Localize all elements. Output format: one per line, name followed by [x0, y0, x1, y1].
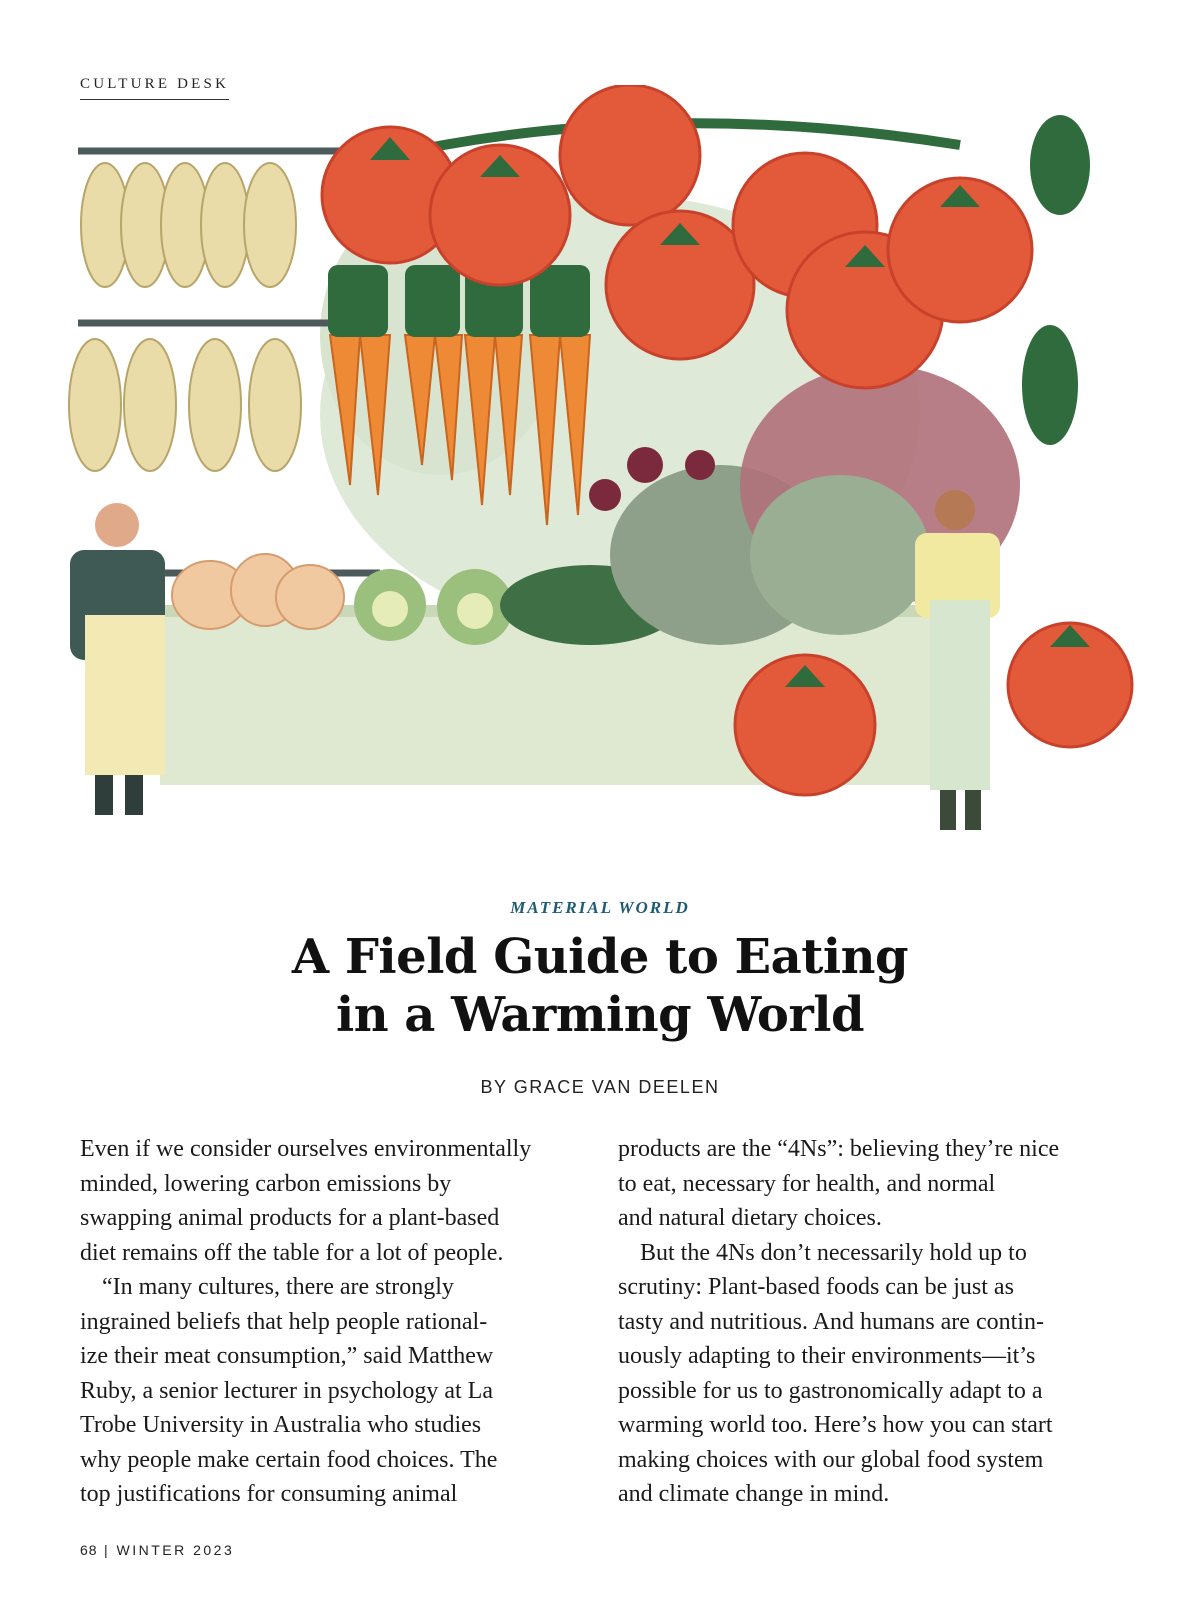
- body-line: minded, lowering carbon emissions by: [80, 1170, 452, 1197]
- body-line: Trobe University in Australia who studies: [80, 1412, 482, 1438]
- market-stall-illustration: [60, 85, 1150, 855]
- body-line: uously adapting to their environments—it’s: [618, 1343, 1036, 1369]
- body-line: “In many cultures, there are strongly: [102, 1274, 454, 1300]
- chickens-on-table: [172, 554, 344, 629]
- carrot-tops: [328, 265, 590, 337]
- article-kicker: MATERIAL WORLD: [510, 898, 690, 917]
- body-line: possible for us to gastronomically adapt to a: [618, 1377, 1043, 1404]
- headline-line-2: in a Warming World: [335, 987, 865, 1043]
- body-line: tasty and nutritious. And humans are contin-: [618, 1308, 1044, 1335]
- body-line: making choices with our global food system: [618, 1446, 1044, 1473]
- body-line: ize their meat consumption,” said Matthew: [80, 1343, 494, 1369]
- body-line: But the 4Ns don’t necessarily hold up to: [640, 1239, 1027, 1266]
- herb-leaves: [1022, 115, 1090, 445]
- body-line: scrutiny: Plant-based foods can be just as: [618, 1274, 1014, 1300]
- butcher-figure: [70, 503, 165, 815]
- page-folio: [80, 1542, 234, 1558]
- page-number: 68: [80, 1542, 98, 1558]
- body-line: and natural dietary choices.: [618, 1205, 882, 1231]
- body-line: products are the “4Ns”: believing they’re nice: [618, 1136, 1060, 1162]
- article-byline: BY GRACE VAN DEELEN: [480, 1077, 720, 1097]
- body-line: top justifications for consuming animal: [80, 1481, 458, 1507]
- hanging-chickens-top: [81, 163, 296, 287]
- body-line: why people make certain food choices. The: [80, 1446, 498, 1473]
- body-line: ingrained beliefs that help people rational-: [80, 1308, 488, 1335]
- issue-label: WINTER 2023: [116, 1542, 235, 1558]
- body-line: to eat, necessary for health, and normal: [618, 1170, 996, 1197]
- folio-separator: |: [103, 1542, 111, 1558]
- body-line: and climate change in mind.: [618, 1481, 890, 1507]
- hanging-chickens-bottom: [69, 339, 301, 471]
- section-label: CULTURE DESK: [80, 76, 229, 100]
- body-column-left: [80, 1132, 600, 1512]
- body-line: Even if we consider ourselves environmentally: [80, 1136, 532, 1162]
- body-column-right: [618, 1132, 1138, 1512]
- body-line: swapping animal products for a plant-based: [80, 1205, 500, 1231]
- article-headline: [0, 928, 1200, 1044]
- headline-line-1: A Field Guide to Eating: [291, 929, 909, 985]
- body-line: diet remains off the table for a lot of people.: [80, 1239, 504, 1266]
- body-line: warming world too. Here’s how you can start: [618, 1412, 1053, 1438]
- body-line: Ruby, a senior lecturer in psychology at La: [80, 1377, 493, 1404]
